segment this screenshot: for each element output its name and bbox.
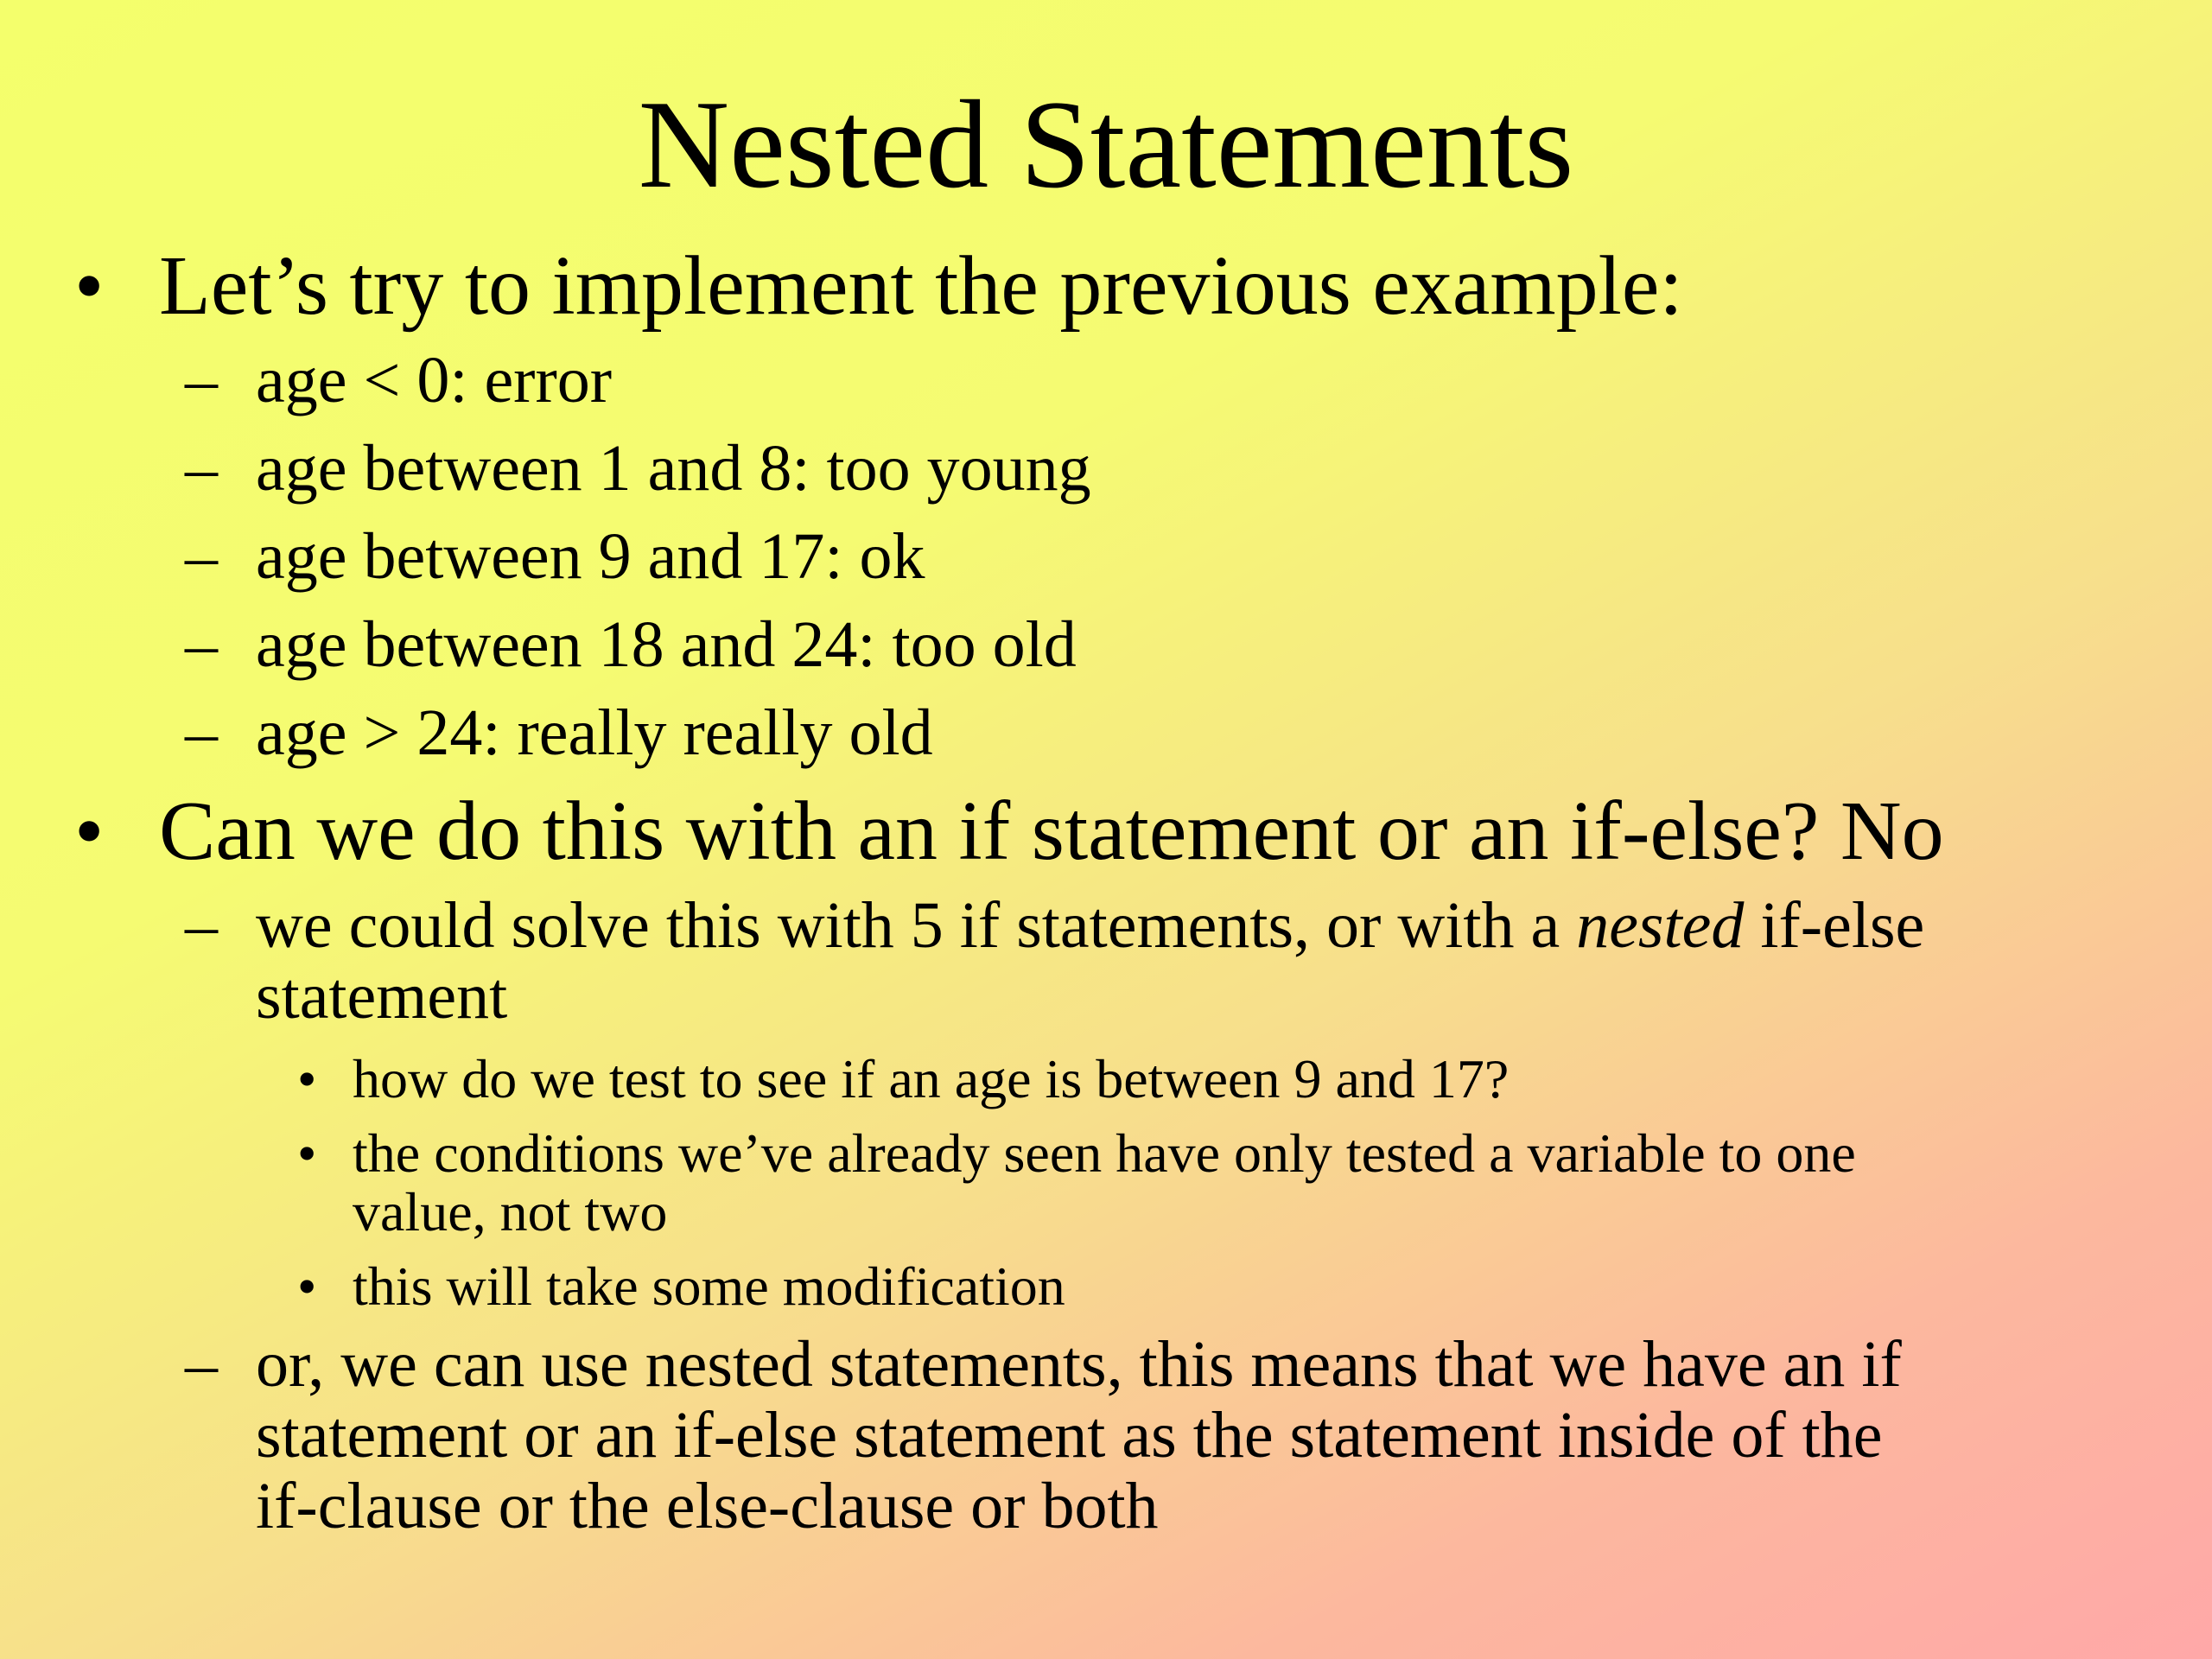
sub-item-1: how do we test to see if an age is between 9 and 17? <box>353 1048 1510 1109</box>
bullet-2-text: Can we do this with an if statement or an if-else? No <box>159 785 1944 878</box>
dash-marker: – <box>185 344 218 416</box>
bullet-marker: • <box>74 239 105 333</box>
dash-marker: – <box>185 889 218 962</box>
case-item-3: age between 9 and 17: ok <box>256 520 925 593</box>
dash-marker: – <box>185 432 218 505</box>
dash-1-text-before: we could solve this with 5 if statements, or with a <box>256 889 1577 962</box>
dash-marker: – <box>185 520 218 593</box>
sub-bullet-marker: • <box>297 1122 317 1184</box>
dash-marker: – <box>185 1328 218 1401</box>
case-item-2: age between 1 and 8: too young <box>256 432 1091 505</box>
dash-marker: – <box>185 696 218 769</box>
sub-item-2-line-1: the conditions we’ve already seen have only tested a variable to one <box>353 1122 1856 1184</box>
sub-bullet-marker: • <box>297 1048 317 1109</box>
dash-1-text-after: if-else <box>1744 889 1925 962</box>
sub-item-2-line-2: value, not two <box>353 1181 668 1243</box>
case-item-1: age < 0: error <box>256 344 613 416</box>
sub-bullet-marker: • <box>297 1255 317 1317</box>
dash-1-line-1 <box>256 890 1924 961</box>
dash-2-line-1: or, we can use nested statements, this means that we have an if <box>256 1328 1902 1401</box>
bullet-marker: • <box>74 785 105 878</box>
case-item-4: age between 18 and 24: too old <box>256 608 1077 681</box>
dash-marker: – <box>185 608 218 681</box>
dash-2-line-3: if-clause or the else-clause or both <box>256 1470 1159 1542</box>
dash-1-emphasis: nested <box>1576 889 1745 962</box>
sub-item-3: this will take some modification <box>353 1255 1065 1317</box>
dash-1-line-2: statement <box>256 960 508 1033</box>
bullet-1-text: Let’s try to implement the previous example: <box>159 239 1683 333</box>
dash-2-line-2: statement or an if-else statement as the statement inside of the <box>256 1399 1883 1471</box>
slide-title: Nested Statements <box>638 74 1574 214</box>
case-item-5: age > 24: really really old <box>256 696 933 769</box>
